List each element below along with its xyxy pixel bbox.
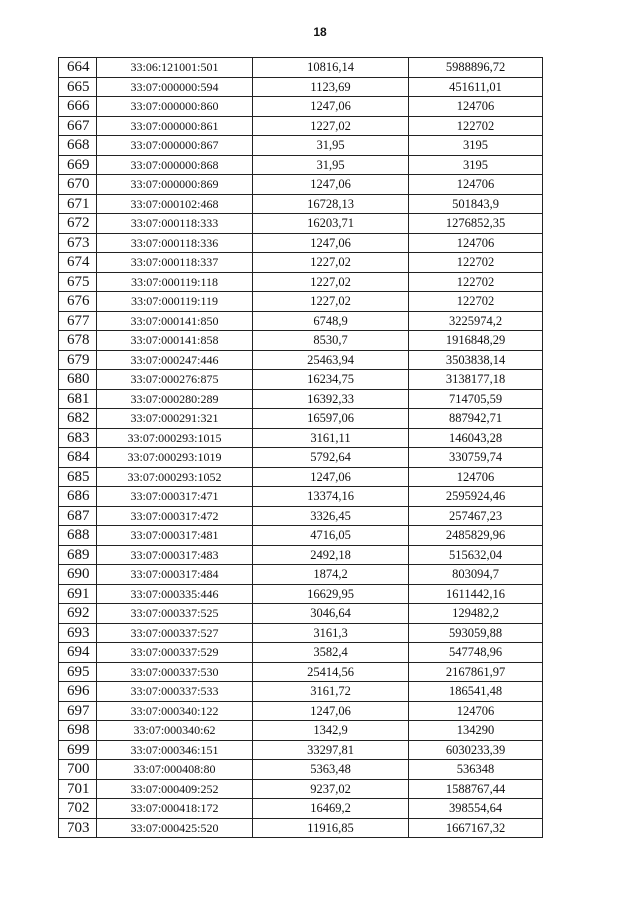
row-number: 700 (59, 760, 97, 780)
cost-value: 122702 (409, 116, 543, 136)
area-value: 3326,45 (253, 506, 409, 526)
table-row (59, 155, 543, 175)
table-row (59, 565, 543, 585)
cost-value: 129482,2 (409, 604, 543, 624)
table-row (59, 389, 543, 409)
table-row (59, 331, 543, 351)
cost-value: 1916848,29 (409, 331, 543, 351)
row-number: 673 (59, 233, 97, 253)
area-value: 13374,16 (253, 487, 409, 507)
row-number: 666 (59, 97, 97, 117)
area-value: 2492,18 (253, 545, 409, 565)
cadastral-number: 33:07:000340:62 (97, 721, 253, 741)
row-number: 691 (59, 584, 97, 604)
table-row (59, 506, 543, 526)
area-value: 16234,75 (253, 370, 409, 390)
row-number: 694 (59, 643, 97, 663)
row-number: 683 (59, 428, 97, 448)
cadastral-number: 33:06:121001:501 (97, 58, 253, 78)
cost-value: 1588767,44 (409, 779, 543, 799)
cadastral-number: 33:07:000000:861 (97, 116, 253, 136)
row-number: 699 (59, 740, 97, 760)
cost-value: 186541,48 (409, 682, 543, 702)
table-row (59, 623, 543, 643)
cost-value: 122702 (409, 253, 543, 273)
cadastral-number: 33:07:000408:80 (97, 760, 253, 780)
row-number: 682 (59, 409, 97, 429)
table-row (59, 487, 543, 507)
area-value: 3046,64 (253, 604, 409, 624)
table-row (59, 818, 543, 838)
cadastral-number: 33:07:000317:484 (97, 565, 253, 585)
table-row (59, 311, 543, 331)
table-row (59, 97, 543, 117)
cadastral-number: 33:07:000247:446 (97, 350, 253, 370)
cost-value: 124706 (409, 701, 543, 721)
cadastral-number: 33:07:000293:1052 (97, 467, 253, 487)
area-value: 31,95 (253, 136, 409, 156)
table-row (59, 643, 543, 663)
row-number: 688 (59, 526, 97, 546)
cadastral-table (58, 57, 543, 838)
table-row (59, 467, 543, 487)
cadastral-number: 33:07:000337:530 (97, 662, 253, 682)
row-number: 667 (59, 116, 97, 136)
table-row (59, 682, 543, 702)
cadastral-number: 33:07:000000:860 (97, 97, 253, 117)
row-number: 669 (59, 155, 97, 175)
row-number: 671 (59, 194, 97, 214)
table-row (59, 233, 543, 253)
area-value: 1227,02 (253, 292, 409, 312)
cadastral-number: 33:07:000000:867 (97, 136, 253, 156)
table-row (59, 292, 543, 312)
cost-value: 122702 (409, 292, 543, 312)
area-value: 16392,33 (253, 389, 409, 409)
table-row (59, 194, 543, 214)
row-number: 676 (59, 292, 97, 312)
table-row (59, 116, 543, 136)
row-number: 686 (59, 487, 97, 507)
cadastral-number: 33:07:000118:337 (97, 253, 253, 273)
cadastral-number: 33:07:000000:869 (97, 175, 253, 195)
table-row (59, 740, 543, 760)
cost-value: 451611,01 (409, 77, 543, 97)
cost-value: 1667167,32 (409, 818, 543, 838)
table-row (59, 77, 543, 97)
table-body (59, 58, 543, 838)
cost-value: 3503838,14 (409, 350, 543, 370)
cost-value: 146043,28 (409, 428, 543, 448)
cadastral-number: 33:07:000418:172 (97, 799, 253, 819)
cost-value: 547748,96 (409, 643, 543, 663)
cadastral-number: 33:07:000340:122 (97, 701, 253, 721)
cost-value: 2595924,46 (409, 487, 543, 507)
area-value: 25463,94 (253, 350, 409, 370)
area-value: 3161,3 (253, 623, 409, 643)
area-value: 1247,06 (253, 233, 409, 253)
area-value: 16203,71 (253, 214, 409, 234)
table-row (59, 526, 543, 546)
cost-value: 124706 (409, 233, 543, 253)
row-number: 664 (59, 58, 97, 78)
table-row (59, 58, 543, 78)
area-value: 1227,02 (253, 116, 409, 136)
cadastral-number: 33:07:000317:471 (97, 487, 253, 507)
area-value: 3161,72 (253, 682, 409, 702)
cost-value: 515632,04 (409, 545, 543, 565)
area-value: 5792,64 (253, 448, 409, 468)
cadastral-number: 33:07:000337:533 (97, 682, 253, 702)
cadastral-number: 33:07:000317:483 (97, 545, 253, 565)
row-number: 689 (59, 545, 97, 565)
cadastral-number: 33:07:000293:1019 (97, 448, 253, 468)
area-value: 4716,05 (253, 526, 409, 546)
table-row (59, 350, 543, 370)
table-row (59, 662, 543, 682)
cost-value: 5988896,72 (409, 58, 543, 78)
area-value: 25414,56 (253, 662, 409, 682)
cadastral-number: 33:07:000337:527 (97, 623, 253, 643)
row-number: 690 (59, 565, 97, 585)
table-row (59, 721, 543, 741)
area-value: 1247,06 (253, 97, 409, 117)
area-value: 1342,9 (253, 721, 409, 741)
row-number: 687 (59, 506, 97, 526)
row-number: 680 (59, 370, 97, 390)
row-number: 672 (59, 214, 97, 234)
cost-value: 1276852,35 (409, 214, 543, 234)
area-value: 16597,06 (253, 409, 409, 429)
cadastral-number: 33:07:000337:529 (97, 643, 253, 663)
page-number: 18 (313, 25, 327, 39)
table-row (59, 604, 543, 624)
table-row (59, 253, 543, 273)
table-row (59, 448, 543, 468)
cadastral-number: 33:07:000000:594 (97, 77, 253, 97)
table-row (59, 272, 543, 292)
table-row (59, 214, 543, 234)
cost-value: 3138177,18 (409, 370, 543, 390)
cost-value: 122702 (409, 272, 543, 292)
row-number: 681 (59, 389, 97, 409)
row-number: 670 (59, 175, 97, 195)
area-value: 1247,06 (253, 175, 409, 195)
row-number: 701 (59, 779, 97, 799)
cost-value: 3225974,2 (409, 311, 543, 331)
area-value: 16629,95 (253, 584, 409, 604)
area-value: 6748,9 (253, 311, 409, 331)
area-value: 1247,06 (253, 701, 409, 721)
cadastral-number: 33:07:000293:1015 (97, 428, 253, 448)
cost-value: 1611442,16 (409, 584, 543, 604)
row-number: 684 (59, 448, 97, 468)
cost-value: 887942,71 (409, 409, 543, 429)
cadastral-number: 33:07:000119:119 (97, 292, 253, 312)
cadastral-number: 33:07:000102:468 (97, 194, 253, 214)
row-number: 674 (59, 253, 97, 273)
row-number: 692 (59, 604, 97, 624)
cadastral-number: 33:07:000119:118 (97, 272, 253, 292)
row-number: 702 (59, 799, 97, 819)
cost-value: 593059,88 (409, 623, 543, 643)
table-row (59, 584, 543, 604)
row-number: 665 (59, 77, 97, 97)
table-row (59, 175, 543, 195)
row-number: 695 (59, 662, 97, 682)
row-number: 685 (59, 467, 97, 487)
row-number: 696 (59, 682, 97, 702)
area-value: 31,95 (253, 155, 409, 175)
table-row (59, 779, 543, 799)
area-value: 1247,06 (253, 467, 409, 487)
row-number: 698 (59, 721, 97, 741)
area-value: 1227,02 (253, 272, 409, 292)
cost-value: 134290 (409, 721, 543, 741)
cadastral-number: 33:07:000280:289 (97, 389, 253, 409)
cost-value: 2167861,97 (409, 662, 543, 682)
cost-value: 124706 (409, 97, 543, 117)
table-row (59, 799, 543, 819)
cadastral-number: 33:07:000141:850 (97, 311, 253, 331)
row-number: 677 (59, 311, 97, 331)
row-number: 675 (59, 272, 97, 292)
cost-value: 2485829,96 (409, 526, 543, 546)
row-number: 693 (59, 623, 97, 643)
area-value: 9237,02 (253, 779, 409, 799)
table-row (59, 760, 543, 780)
area-value: 10816,14 (253, 58, 409, 78)
cost-value: 257467,23 (409, 506, 543, 526)
table-row (59, 428, 543, 448)
area-value: 1123,69 (253, 77, 409, 97)
row-number: 697 (59, 701, 97, 721)
cadastral-number: 33:07:000118:333 (97, 214, 253, 234)
cadastral-number: 33:07:000337:525 (97, 604, 253, 624)
cost-value: 330759,74 (409, 448, 543, 468)
cost-value: 6030233,39 (409, 740, 543, 760)
cost-value: 803094,7 (409, 565, 543, 585)
cadastral-number: 33:07:000291:321 (97, 409, 253, 429)
cadastral-number: 33:07:000118:336 (97, 233, 253, 253)
cadastral-number: 33:07:000425:520 (97, 818, 253, 838)
table-row (59, 136, 543, 156)
cost-value: 3195 (409, 155, 543, 175)
area-value: 5363,48 (253, 760, 409, 780)
area-value: 1227,02 (253, 253, 409, 273)
area-value: 3582,4 (253, 643, 409, 663)
cost-value: 124706 (409, 467, 543, 487)
table-row (59, 701, 543, 721)
cost-value: 124706 (409, 175, 543, 195)
row-number: 703 (59, 818, 97, 838)
cost-value: 398554,64 (409, 799, 543, 819)
table-row (59, 370, 543, 390)
area-value: 11916,85 (253, 818, 409, 838)
area-value: 16469,2 (253, 799, 409, 819)
row-number: 668 (59, 136, 97, 156)
cadastral-number: 33:07:000409:252 (97, 779, 253, 799)
cadastral-number: 33:07:000317:481 (97, 526, 253, 546)
cost-value: 501843,9 (409, 194, 543, 214)
cadastral-number: 33:07:000141:858 (97, 331, 253, 351)
area-value: 1874,2 (253, 565, 409, 585)
row-number: 679 (59, 350, 97, 370)
cost-value: 536348 (409, 760, 543, 780)
table-row (59, 409, 543, 429)
cadastral-number: 33:07:000317:472 (97, 506, 253, 526)
area-value: 8530,7 (253, 331, 409, 351)
area-value: 16728,13 (253, 194, 409, 214)
area-value: 3161,11 (253, 428, 409, 448)
table-row (59, 545, 543, 565)
cost-value: 3195 (409, 136, 543, 156)
cadastral-number: 33:07:000276:875 (97, 370, 253, 390)
cadastral-number: 33:07:000335:446 (97, 584, 253, 604)
cadastral-number: 33:07:000346:151 (97, 740, 253, 760)
row-number: 678 (59, 331, 97, 351)
area-value: 33297,81 (253, 740, 409, 760)
cadastral-number: 33:07:000000:868 (97, 155, 253, 175)
cost-value: 714705,59 (409, 389, 543, 409)
